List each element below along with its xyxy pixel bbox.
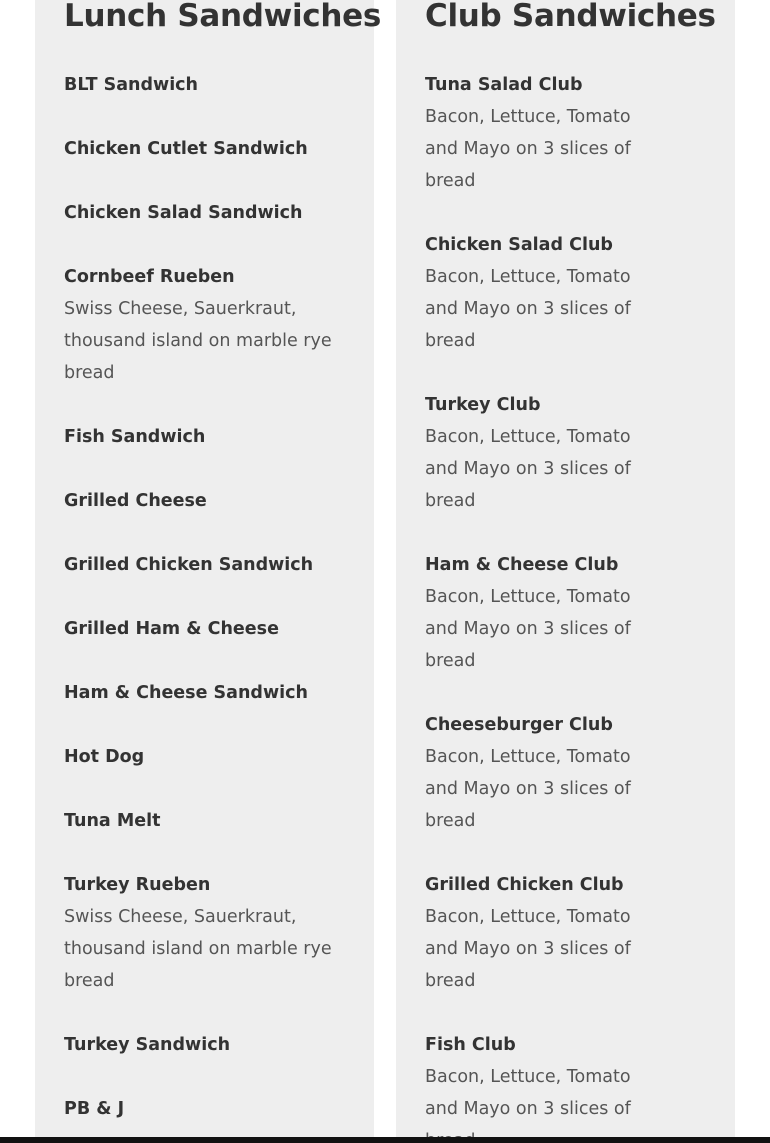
menu-item-name: Cheeseburger Club <box>425 715 613 735</box>
menu-item-name: Ham & Cheese Club <box>425 555 619 575</box>
menu-item-description: Bacon, Lettuce, Tomato and Mayo on 3 slices of bread <box>425 587 631 671</box>
menu-item-name: Grilled Cheese <box>64 491 207 511</box>
menu-item <box>64 677 354 709</box>
menu-item-name: Chicken Salad Sandwich <box>64 203 303 223</box>
menu-item-description: Swiss Cheese, Sauerkraut, thousand island on marble rye bread <box>64 907 332 991</box>
menu-item-name: Ham & Cheese Sandwich <box>64 683 308 703</box>
menu-item <box>64 485 354 517</box>
menu-item <box>425 869 715 997</box>
menu-item-name: Hot Dog <box>64 747 145 767</box>
menu-item <box>64 197 354 229</box>
menu-item-name: Turkey Sandwich <box>64 1035 231 1055</box>
menu-item <box>64 869 354 997</box>
club-sandwiches-panel <box>396 0 735 1143</box>
menu-item <box>425 229 715 357</box>
menu-item <box>425 389 715 517</box>
menu-item <box>425 709 715 837</box>
bottom-edge-bar <box>0 1137 770 1143</box>
menu-item-name: Tuna Salad Club <box>425 75 583 95</box>
club-sandwiches-title: Club Sandwiches <box>425 0 716 34</box>
menu-item-description: Bacon, Lettuce, Tomato and Mayo on 3 slices of bread <box>425 747 631 831</box>
menu-item <box>64 261 354 389</box>
menu-item-name: BLT Sandwich <box>64 75 199 95</box>
menu-item <box>64 741 354 773</box>
menu-item-name: Chicken Cutlet Sandwich <box>64 139 308 159</box>
menu-item <box>64 421 354 453</box>
lunch-sandwiches-title: Lunch Sandwiches <box>64 0 382 34</box>
menu-item <box>425 1029 715 1143</box>
menu-item-description: Bacon, Lettuce, Tomato and Mayo on 3 slices of bread <box>425 267 631 351</box>
menu-item-name: Turkey Club <box>425 395 541 415</box>
menu-item-description: Bacon, Lettuce, Tomato and Mayo on 3 slices of bread <box>425 427 631 511</box>
menu-item-description: Bacon, Lettuce, Tomato and Mayo on 3 slices of bread <box>425 107 631 191</box>
club-sandwiches-list <box>425 69 715 1143</box>
menu-item <box>64 69 354 101</box>
menu-item <box>425 549 715 677</box>
menu-item <box>64 133 354 165</box>
menu-item-name: Cornbeef Rueben <box>64 267 235 287</box>
menu-item-name: PB & J <box>64 1099 125 1119</box>
lunch-sandwiches-list <box>64 69 354 1143</box>
menu-item <box>64 613 354 645</box>
menu-item <box>425 69 715 197</box>
menu-item-name: Grilled Chicken Club <box>425 875 624 895</box>
menu-item <box>64 549 354 581</box>
menu-item-name: Chicken Salad Club <box>425 235 613 255</box>
menu-item-name: Fish Club <box>425 1035 516 1055</box>
lunch-sandwiches-panel <box>35 0 382 1143</box>
menu-item <box>64 805 354 837</box>
menu-item-description: Bacon, Lettuce, Tomato and Mayo on 3 slices of <box>425 1067 631 1119</box>
menu-item-description: Bacon, Lettuce, Tomato and Mayo on 3 slices of bread <box>425 907 631 991</box>
menu-item-name: Tuna Melt <box>64 811 161 831</box>
menu-item-description: Swiss Cheese, Sauerkraut, thousand island on marble rye bread <box>64 299 332 383</box>
menu-item <box>64 1093 354 1125</box>
menu-item-name: Grilled Chicken Sandwich <box>64 555 314 575</box>
menu-item <box>64 1029 354 1061</box>
menu-item-name: Fish Sandwich <box>64 427 206 447</box>
menu-item-name: Turkey Rueben <box>64 875 211 895</box>
menu-item-name: Grilled Ham & Cheese <box>64 619 279 639</box>
